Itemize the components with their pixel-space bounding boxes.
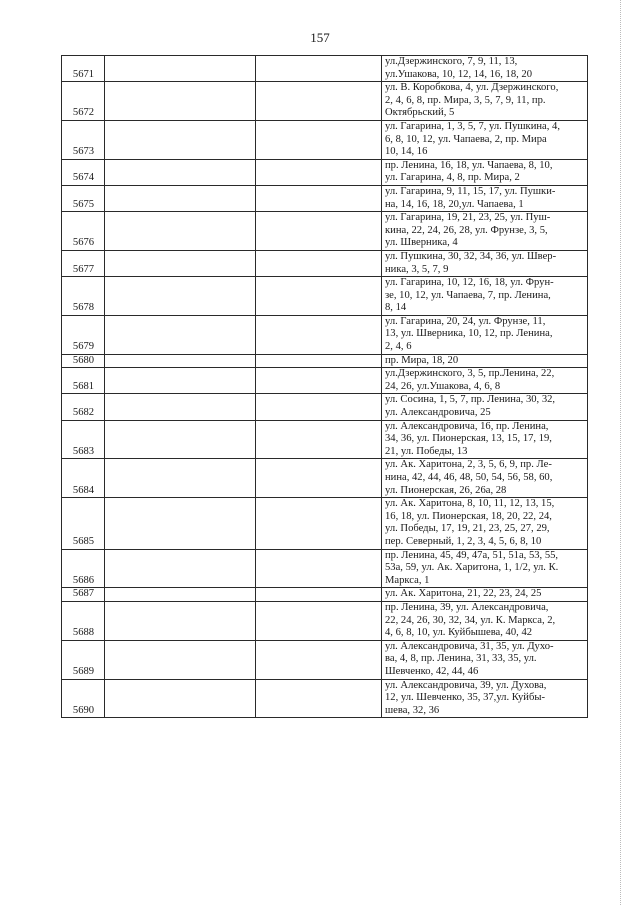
row-number: 5673 <box>62 120 105 159</box>
empty-cell <box>105 277 256 316</box>
address-cell <box>382 120 588 159</box>
page-number: 157 <box>310 30 330 45</box>
address-line: на, 14, 16, 18, 20,ул. Чапаева, 1 <box>385 198 524 210</box>
table-row <box>62 498 588 549</box>
address-line: 4, 6, 8, 10, ул. Куйбышева, 40, 42 <box>385 627 533 639</box>
address-line: ул. Гагарина, 1, 3, 5, 7, ул. Пушкина, 4, <box>385 120 560 132</box>
address-line: ул. Александровича, 39, ул. Духова, <box>385 679 547 691</box>
empty-cell <box>256 679 382 718</box>
empty-cell <box>105 394 256 420</box>
table-row <box>62 640 588 679</box>
address-cell <box>382 354 588 368</box>
address-cell <box>382 56 588 82</box>
address-line: 24, 26, ул.Ушакова, 4, 6, 8 <box>385 380 501 392</box>
address-line: ул. Гагарина, 19, 21, 23, 25, ул. Пуш- <box>385 212 551 224</box>
empty-cell <box>256 56 382 82</box>
table-row <box>62 159 588 185</box>
row-number: 5687 <box>62 588 105 602</box>
empty-cell <box>105 588 256 602</box>
row-number: 5672 <box>62 82 105 121</box>
empty-cell <box>105 159 256 185</box>
address-line: пер. Северный, 1, 2, 3, 4, 5, 6, 8, 10 <box>385 535 542 547</box>
address-cell <box>382 368 588 394</box>
address-line: пр. Мира, 18, 20 <box>385 354 459 366</box>
table-row <box>62 420 588 459</box>
row-number: 5676 <box>62 212 105 251</box>
empty-cell <box>105 679 256 718</box>
table-row <box>62 56 588 82</box>
address-line: ул.Дзержинского, 7, 9, 11, 13, <box>385 56 518 67</box>
address-cell <box>382 277 588 316</box>
empty-cell <box>256 212 382 251</box>
address-line: ва, 4, 8, пр. Ленина, 31, 33, 35, ул. <box>385 653 537 665</box>
table-row <box>62 120 588 159</box>
address-line: 10, 14, 16 <box>385 146 428 158</box>
empty-cell <box>256 250 382 276</box>
address-cell <box>382 212 588 251</box>
address-line: 22, 24, 26, 30, 32, 34, ул. К. Маркса, 2, <box>385 614 556 626</box>
empty-cell <box>256 315 382 354</box>
empty-cell <box>256 459 382 498</box>
empty-cell <box>256 368 382 394</box>
address-line: пр. Ленина, 39, ул. Александровича, <box>385 601 549 613</box>
address-cell <box>382 159 588 185</box>
address-line: ул. Шверника, 4 <box>385 237 458 249</box>
empty-cell <box>105 56 256 82</box>
address-line: ул. Ак. Харитона, 21, 22, 23, 24, 25 <box>385 588 542 600</box>
table-row <box>62 549 588 588</box>
empty-cell <box>256 82 382 121</box>
row-number: 5683 <box>62 420 105 459</box>
empty-cell <box>105 315 256 354</box>
table-row <box>62 368 588 394</box>
empty-cell <box>105 498 256 549</box>
address-line: 8, 14 <box>385 302 407 314</box>
address-line: ника, 3, 5, 7, 9 <box>385 263 449 275</box>
table-row <box>62 277 588 316</box>
address-line: 2, 4, 6, 8, пр. Мира, 3, 5, 7, 9, 11, пр. <box>385 94 546 106</box>
address-line: ул. Пушкина, 30, 32, 34, 36, ул. Швер- <box>385 250 557 262</box>
empty-cell <box>256 601 382 640</box>
address-line: 53а, 59, ул. Ак. Харитона, 1, 1/2, ул. К. <box>385 562 559 574</box>
row-number: 5681 <box>62 368 105 394</box>
empty-cell <box>105 601 256 640</box>
address-line: ул. Гагарина, 10, 12, 16, 18, ул. Фрун- <box>385 277 554 289</box>
empty-cell <box>105 549 256 588</box>
empty-cell <box>105 212 256 251</box>
address-cell <box>382 640 588 679</box>
address-line: пр. Ленина, 45, 49, 47а, 51, 51а, 53, 55, <box>385 549 559 561</box>
table-row <box>62 394 588 420</box>
address-cell <box>382 250 588 276</box>
table-row <box>62 82 588 121</box>
address-line: нина, 42, 44, 46, 48, 50, 54, 56, 58, 60, <box>385 472 553 483</box>
address-line: ул. Александровича, 16, пр. Ленина, <box>385 420 549 432</box>
scan-edge-line <box>620 0 622 905</box>
address-line: ул. Сосина, 1, 5, 7, пр. Ленина, 30, 32, <box>385 394 556 406</box>
address-line: ул. Гагарина, 20, 24, ул. Фрунзе, 11, <box>385 315 546 327</box>
address-line: зе, 10, 12, ул. Чапаева, 7, пр. Ленина, <box>385 289 551 301</box>
table-row <box>62 459 588 498</box>
address-line: ул. Гагарина, 4, 8, пр. Мира, 2 <box>385 172 520 184</box>
address-line: Шевченко, 42, 44, 46 <box>385 665 479 677</box>
empty-cell <box>105 459 256 498</box>
address-line: ул.Ушакова, 10, 12, 14, 16, 18, 20 <box>385 68 533 80</box>
table-row <box>62 354 588 368</box>
table-row <box>62 679 588 718</box>
empty-cell <box>256 159 382 185</box>
address-cell <box>382 185 588 211</box>
table-row <box>62 588 588 602</box>
address-line: ул. Ак. Харитона, 8, 10, 11, 12, 13, 15, <box>385 498 555 510</box>
row-number: 5679 <box>62 315 105 354</box>
address-cell <box>382 394 588 420</box>
empty-cell <box>256 394 382 420</box>
address-line: 16, 18, ул. Пионерская, 18, 20, 22, 24, <box>385 510 552 522</box>
address-line: 6, 8, 10, 12, ул. Чапаева, 2, пр. Мира <box>385 133 547 145</box>
address-line: 13, ул. Шверника, 10, 12, пр. Ленина, <box>385 328 553 340</box>
empty-cell <box>105 82 256 121</box>
table-row <box>62 315 588 354</box>
address-line: ул. Гагарина, 9, 11, 15, 17, ул. Пушки- <box>385 185 556 197</box>
row-number: 5689 <box>62 640 105 679</box>
empty-cell <box>105 368 256 394</box>
address-line: ул. Пионерская, 26, 26а, 28 <box>385 484 507 496</box>
address-cell <box>382 679 588 718</box>
row-number: 5682 <box>62 394 105 420</box>
row-number: 5678 <box>62 277 105 316</box>
row-number: 5675 <box>62 185 105 211</box>
empty-cell <box>256 549 382 588</box>
address-line: 21, ул. Победы, 13 <box>385 445 468 457</box>
empty-cell <box>256 120 382 159</box>
row-number: 5688 <box>62 601 105 640</box>
row-number: 5684 <box>62 459 105 498</box>
address-cell <box>382 549 588 588</box>
table-row <box>62 250 588 276</box>
address-line: ул. Александровича, 25 <box>385 407 491 419</box>
polling-stations-table <box>61 55 588 718</box>
address-line: 2, 4, 6 <box>385 341 412 353</box>
empty-cell <box>105 420 256 459</box>
table-row <box>62 601 588 640</box>
address-line: ул. Победы, 17, 19, 21, 23, 25, 27, 29, <box>385 523 550 535</box>
row-number: 5690 <box>62 679 105 718</box>
address-cell <box>382 498 588 549</box>
address-line: Октябрьский, 5 <box>385 107 455 119</box>
table-body <box>62 56 588 718</box>
address-cell <box>382 588 588 602</box>
address-cell <box>382 82 588 121</box>
address-line: ул. В. Коробкова, 4, ул. Дзержинского, <box>385 82 559 94</box>
address-line: 34, 36, ул. Пионерская, 13, 15, 17, 19, <box>385 433 552 445</box>
empty-cell <box>105 354 256 368</box>
table-row <box>62 212 588 251</box>
empty-cell <box>256 420 382 459</box>
row-number: 5674 <box>62 159 105 185</box>
empty-cell <box>105 250 256 276</box>
table-row <box>62 185 588 211</box>
address-cell <box>382 601 588 640</box>
row-number: 5671 <box>62 56 105 82</box>
row-number: 5686 <box>62 549 105 588</box>
address-line: кина, 22, 24, 26, 28, ул. Фрунзе, 3, 5, <box>385 224 548 236</box>
address-line: пр. Ленина, 16, 18, ул. Чапаева, 8, 10, <box>385 159 553 171</box>
address-line: 12, ул. Шевченко, 35, 37,ул. Куйбы- <box>385 692 546 704</box>
address-line: ул. Александровича, 31, 35, ул. Духо- <box>385 640 554 652</box>
address-line: Маркса, 1 <box>385 574 430 586</box>
empty-cell <box>105 640 256 679</box>
empty-cell <box>256 588 382 602</box>
address-line: шева, 32, 36 <box>385 704 440 716</box>
address-line: ул. Ак. Харитона, 2, 3, 5, 6, 9, пр. Ле- <box>385 459 552 471</box>
empty-cell <box>256 640 382 679</box>
address-line: ул.Дзержинского, 3, 5, пр.Ленина, 22, <box>385 368 555 380</box>
address-cell <box>382 459 588 498</box>
empty-cell <box>105 185 256 211</box>
address-cell <box>382 315 588 354</box>
empty-cell <box>256 354 382 368</box>
row-number: 5677 <box>62 250 105 276</box>
row-number: 5685 <box>62 498 105 549</box>
empty-cell <box>256 185 382 211</box>
row-number: 5680 <box>62 354 105 368</box>
empty-cell <box>105 120 256 159</box>
empty-cell <box>256 277 382 316</box>
address-cell <box>382 420 588 459</box>
empty-cell <box>256 498 382 549</box>
